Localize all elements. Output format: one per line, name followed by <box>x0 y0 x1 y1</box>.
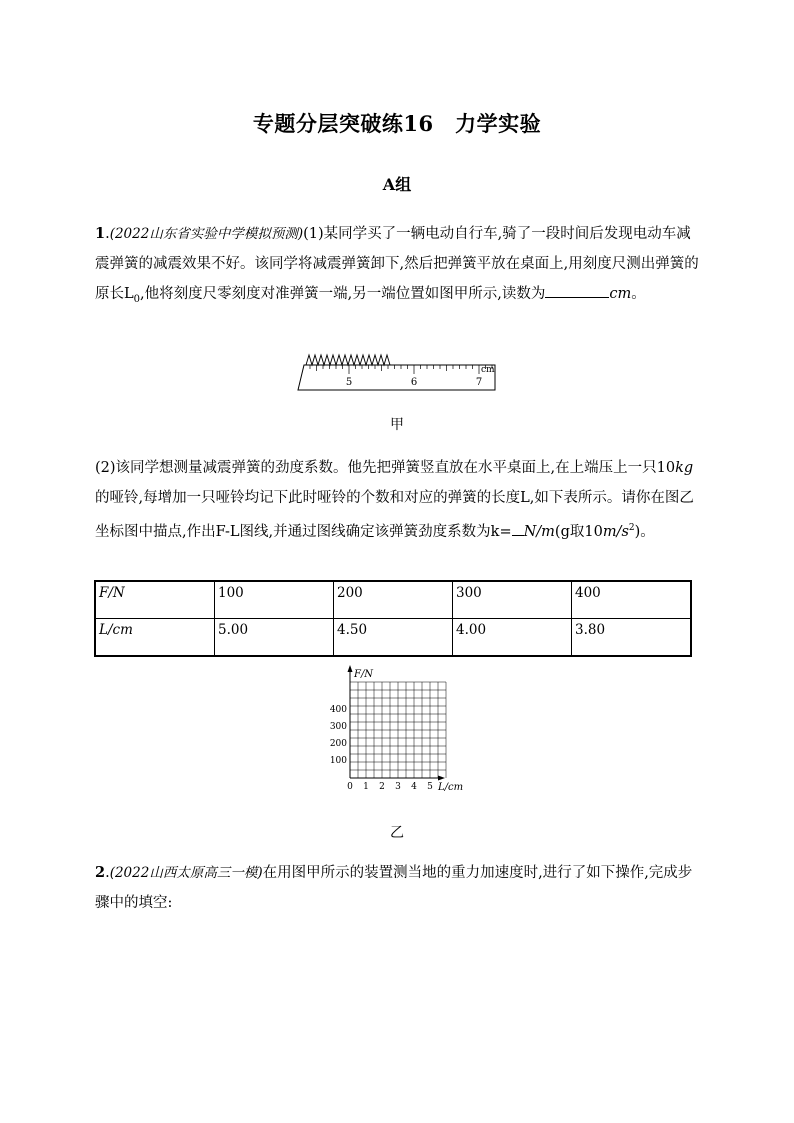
table-cell: 4.50 <box>334 619 453 657</box>
question-1-part-2 <box>95 453 705 547</box>
question-1-part-1: 1.(2022山东省实验中学模拟预测)(1)某同学买了一辆电动自行车,骑了一段时间后发现电动车减震弹簧的减震效果不好。该同学将减震弹簧卸下,然后把弹簧平放在桌面上,用刻度尺测出弹簧的原长$L_0$,他将刻度尺零刻度对准弹簧一端,另一端位置如图甲所示,读数为 cm。 <box>95 225 699 305</box>
unit-text: m/s <box>602 523 629 540</box>
ruler-label-7: 7 <box>475 377 483 388</box>
punct: )。 <box>634 523 655 540</box>
graph-figure <box>318 662 478 797</box>
y-tick-label: 200 <box>329 739 347 749</box>
y-tick-label: 400 <box>329 705 347 715</box>
ruler-label-5: 5 <box>345 377 353 388</box>
y-tick-label: 100 <box>329 756 347 766</box>
x-tick-label: 4 <box>411 782 417 792</box>
question-text-cont: 的哑铃,每增加一只哑铃均记下此时哑铃的个数和对应的弹簧的长度L,如下表所示。请你在图乙坐标图中描点,作出F-L图线,并通过图线确定该弹簧劲度系数为k= <box>95 490 694 540</box>
ruler-unit: cm <box>481 365 495 375</box>
table-cell: 400 <box>572 581 692 619</box>
x-axis-label: L/cm <box>438 782 464 793</box>
table-cell: 3.80 <box>572 619 692 657</box>
group-heading: A组 <box>382 175 412 194</box>
x-axis-arrow-icon <box>438 776 445 781</box>
table-cell: 200 <box>334 581 453 619</box>
y-axis-arrow-icon <box>348 665 353 672</box>
graph-grid <box>350 682 446 778</box>
question-text-cont: ,他将刻度尺零刻度对准弹簧一端,另一端位置如图甲所示,读数为 <box>140 286 546 302</box>
question-text: (2)该同学想测量减震弹簧的劲度系数。他先把弹簧竖直放在水平桌面上,在上端压上一只10 <box>95 460 676 476</box>
page-title: 专题分层突破练16 力学实验 <box>252 111 542 136</box>
unit-text: kg <box>675 460 694 476</box>
table-cell: 300 <box>453 581 572 619</box>
table-cell: 100 <box>215 581 334 619</box>
x-tick-label: 3 <box>395 782 401 792</box>
spring-icon <box>306 355 390 365</box>
table-cell: 4.00 <box>453 619 572 657</box>
question-source: (2022山东省实验中学模拟预测) <box>109 226 304 242</box>
question-text-cont: (g取10 <box>554 523 603 540</box>
question-text: 在用图甲所示的装置测当地的重力加速度时,进行了如下操作,完成步骤中的填空: <box>95 865 693 911</box>
unit-text: N/m <box>523 523 555 540</box>
ruler-body <box>298 365 495 390</box>
unit-text: cm <box>609 286 632 302</box>
table-header: L/cm <box>95 619 215 657</box>
subscript: 0 <box>133 293 141 305</box>
ruler-figure <box>295 350 505 396</box>
question-source: (2022山西太原高三一模) <box>109 865 263 881</box>
punct: 。 <box>631 286 646 302</box>
question-number: 2 <box>95 864 106 881</box>
table-header: F/N <box>95 581 215 619</box>
table-row <box>95 619 691 657</box>
ruler-ticks <box>310 365 492 374</box>
question-text: (1)某同学买了一辆电动自行车,骑了一段时间后发现电动车减震弹簧的减震效果不好。该同学将减震弹簧卸下,然后把弹簧平放在桌面上,用刻度尺测出弹簧的原长L <box>95 226 699 302</box>
y-tick-label: 300 <box>329 722 347 732</box>
superscript: 2 <box>628 523 635 533</box>
y-axis-label: F/N <box>354 669 374 680</box>
x-tick-label: 0 <box>347 782 353 792</box>
x-tick-label: 1 <box>363 782 369 792</box>
table-cell: 5.00 <box>215 619 334 657</box>
x-tick-label: 2 <box>379 782 385 792</box>
question-number: 1 <box>95 225 106 242</box>
x-tick-label: 5 <box>427 782 433 792</box>
table-row <box>95 581 691 619</box>
ruler-label-6: 6 <box>410 377 418 388</box>
answer-blank[interactable] <box>545 283 609 298</box>
answer-blank[interactable] <box>512 521 524 536</box>
figure-caption-yi: 乙 <box>390 825 404 841</box>
data-table <box>94 580 692 657</box>
figure-caption-jia: 甲 <box>390 417 404 433</box>
question-2: 2.(2022山西太原高三一模)在用图甲所示的装置测当地的重力加速度时,进行了如下操作,完成步骤中的填空: <box>95 864 693 911</box>
